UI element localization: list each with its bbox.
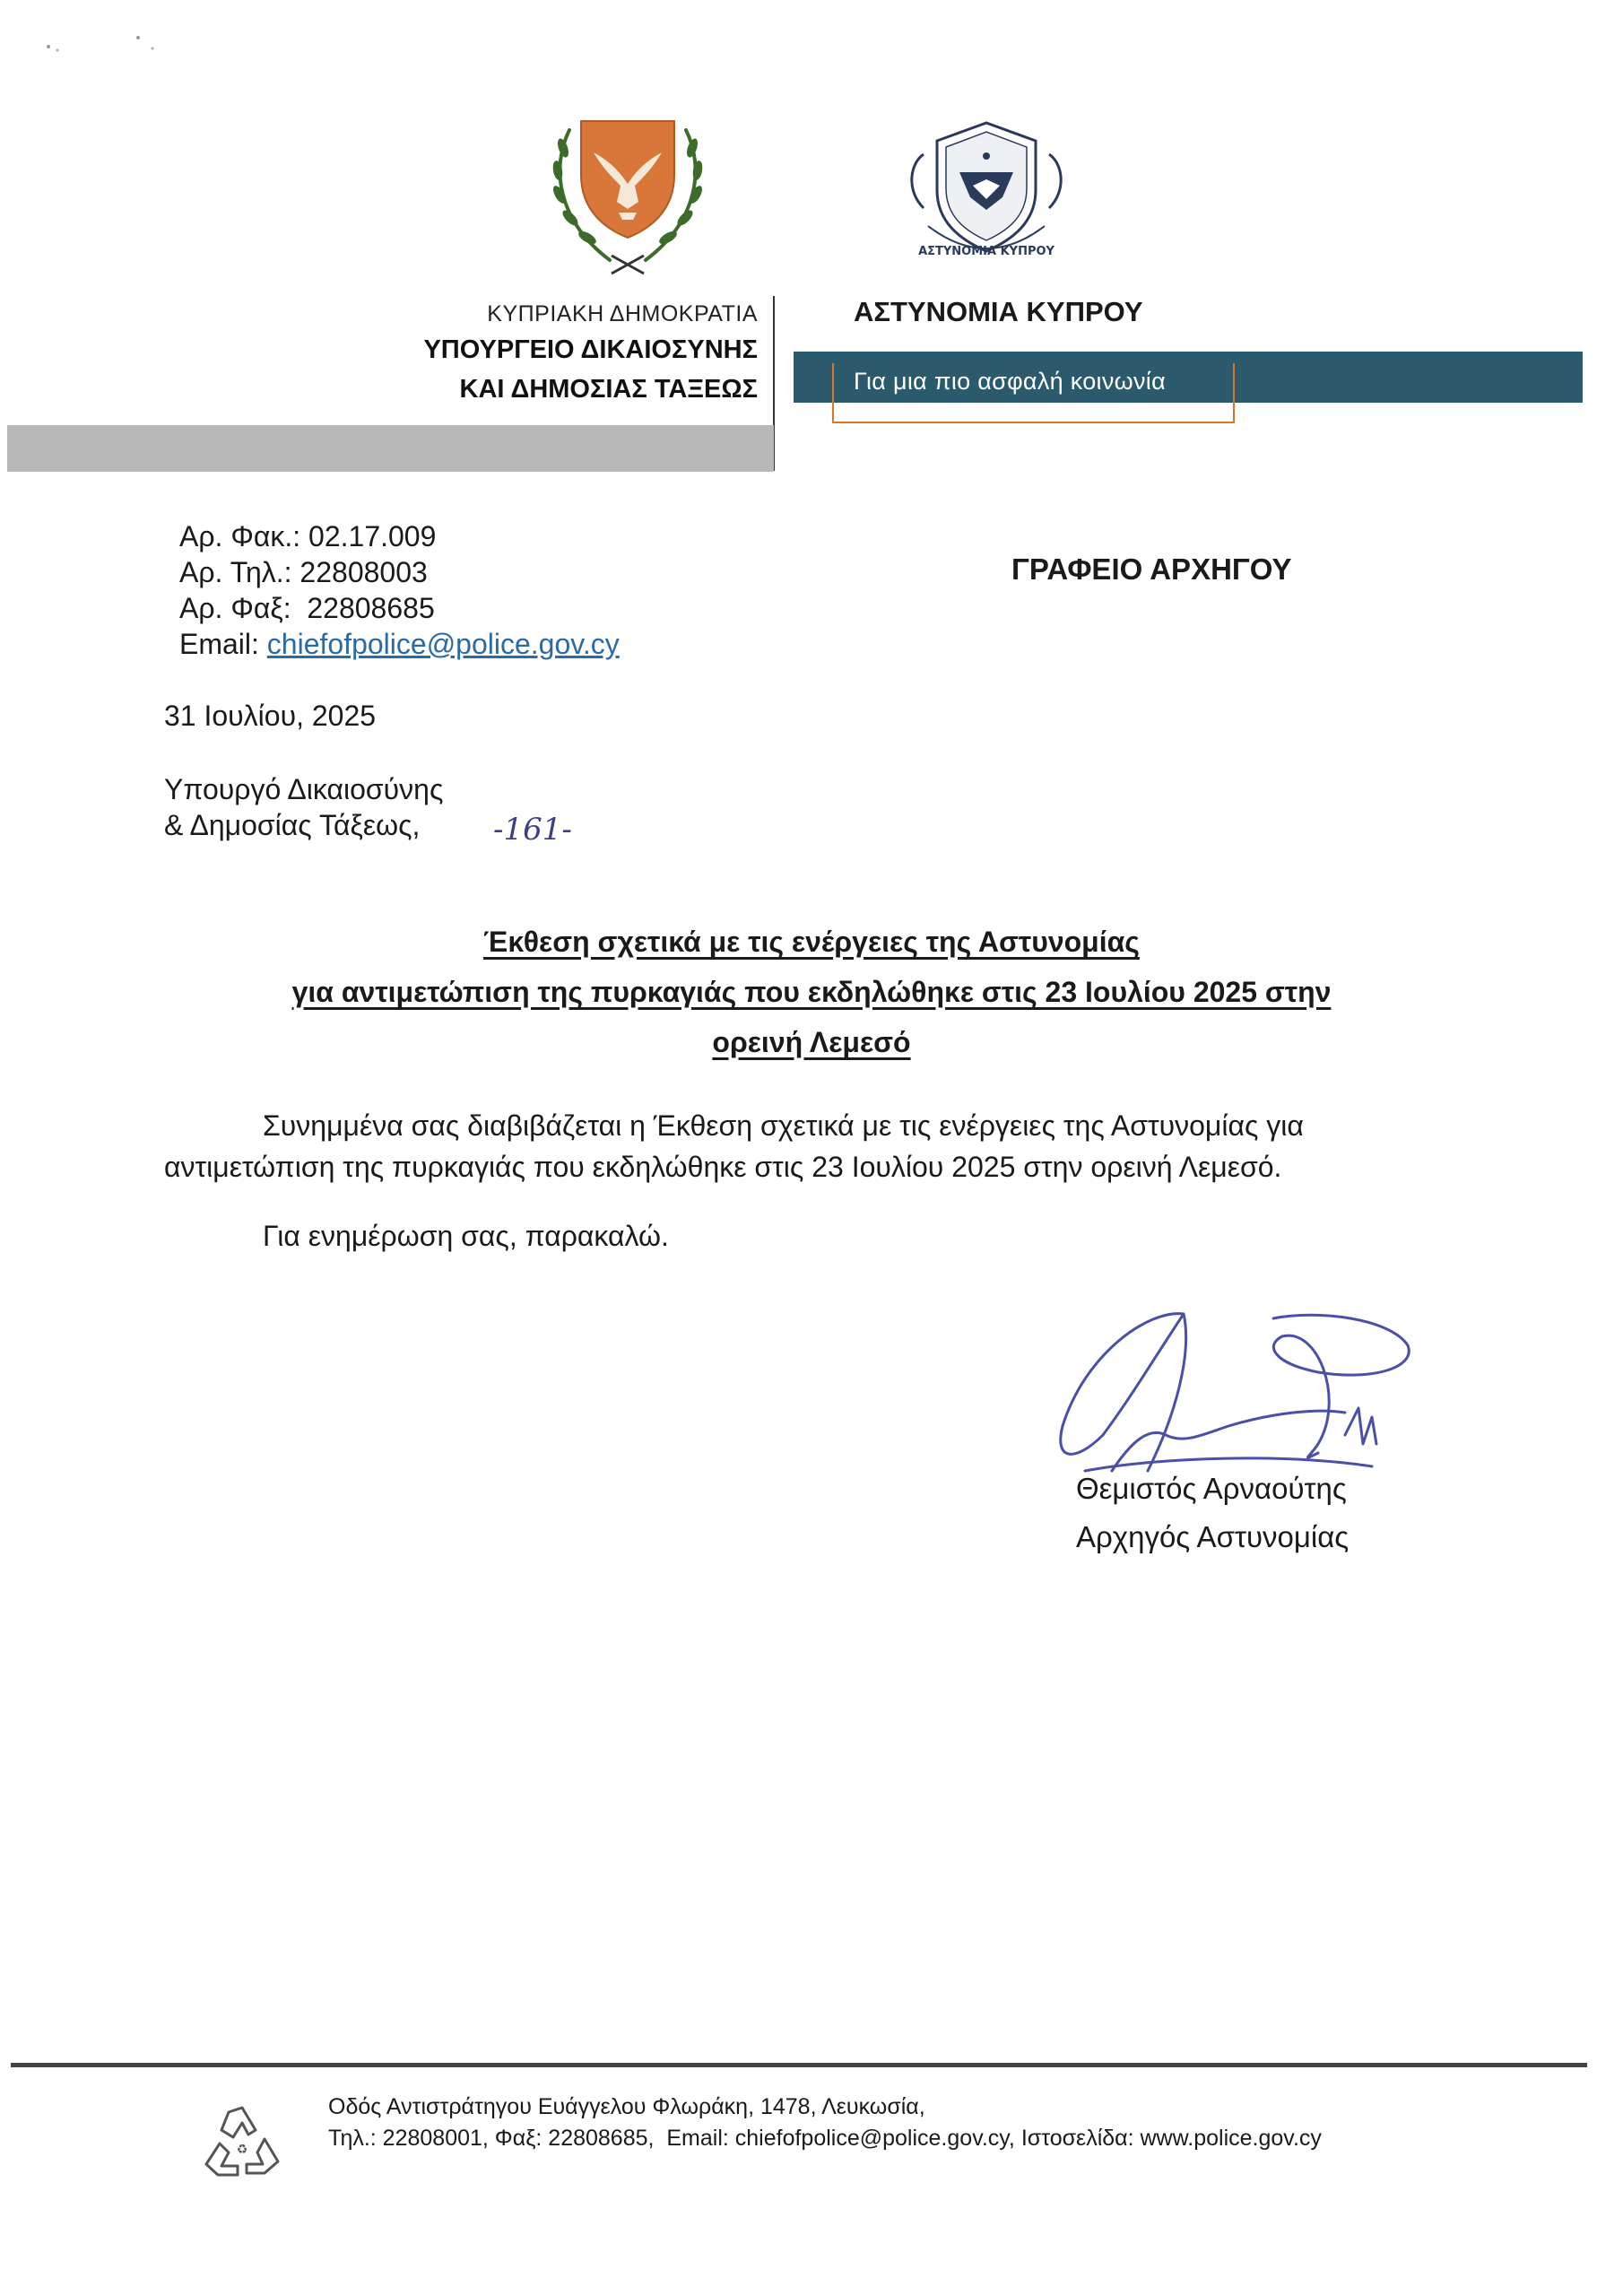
header-gray-bar [7,425,774,472]
email-label: Email: [179,628,267,660]
fax-number: Αρ. Φαξ: 22808685 [179,592,435,624]
recipient-block [164,771,443,843]
email-link[interactable]: chiefofpolice@police.gov.cy [266,628,620,660]
office-title: ΓΡΑΦΕΙΟ ΑΡΧΗΓΟΥ [1011,552,1292,586]
cyprus-coat-of-arms-icon [538,112,717,278]
recipient-line1: Υπουργό Δικαιοσύνης [164,773,444,805]
recycle-icon [202,2103,282,2179]
body-paragraph-2: Για ενημέρωση σας, παρακαλώ. [263,1220,669,1252]
scan-speckles [43,29,169,56]
ministry-name-line2: ΚΑΙ ΔΗΜΟΣΙΑΣ ΤΑΞΕΩΣ [459,375,758,404]
footer-line2: Τηλ.: 22808001, Φαξ: 22808685, Email: chiefofpolice@police.gov.cy, Ιστοσελίδα: www.police.gov.cy [328,2126,1322,2151]
republic-name: ΚΥΠΡΙΑΚΗ ΔΗΜΟΚΡΑΤΙΑ [487,301,758,326]
svg-text:♻: ♻ [236,2143,248,2157]
police-motto: Για μια πιο ασφαλή κοινωνία [854,368,1167,395]
email-line [179,626,620,662]
handwritten-number: -161- [493,812,572,848]
subject-line3: ορεινή Λεμεσό [712,1026,911,1058]
signer-name: Θεμιστός Αρναούτης [1076,1472,1347,1505]
crest-text: ΑΣΤΥΝΟΜΙΑ ΚΥΠΡΟΥ [918,245,1055,258]
footer-line1: Οδός Αντιστράτηγου Ευάγγελου Φλωράκη, 1478, Λευκωσία, [328,2094,925,2119]
footer-address [328,2092,1322,2154]
subject-line1: Έκθεση σχετικά με τις ενέργειες της Αστυνομίας [483,926,1140,958]
footer-divider [11,2063,1587,2067]
ministry-name-line1: ΥΠΟΥΡΓΕΙΟ ΔΙΚΑΙΟΣΥΝΗΣ [423,335,758,364]
reference-block [179,518,620,662]
signer-title: Αρχηγός Αστυνομίας [1076,1520,1350,1553]
ministry-block [256,298,758,409]
police-title: ΑΣΤΥΝΟΜΙΑ ΚΥΠΡΟΥ [854,296,1143,327]
file-number: Αρ. Φακ.: 02.17.009 [179,520,437,552]
letter-date: 31 Ιουλίου, 2025 [164,700,377,732]
subject-line2: για αντιμετώπιση της πυρκαγιάς που εκδηλώθηκε στις 23 Ιουλίου 2025 στην [291,976,1332,1008]
subject-heading [161,917,1462,1067]
signer-block [1076,1465,1435,1561]
recipient-line2: & Δημοσίας Τάξεως, [164,809,421,841]
cyprus-police-crest-icon [888,109,1085,275]
body-paragraph-1: Συνημμένα σας διαβιβάζεται η Έκθεση σχετικά με τις ενέργειες της Αστυνομίας για αντιμετώπιση της πυρκαγιάς που εκδηλώθηκε στις 23 Ιουλίου 2025 στην ορεινή Λεμεσό. [164,1109,1304,1183]
phone-number: Αρ. Τηλ.: 22808003 [179,556,428,588]
